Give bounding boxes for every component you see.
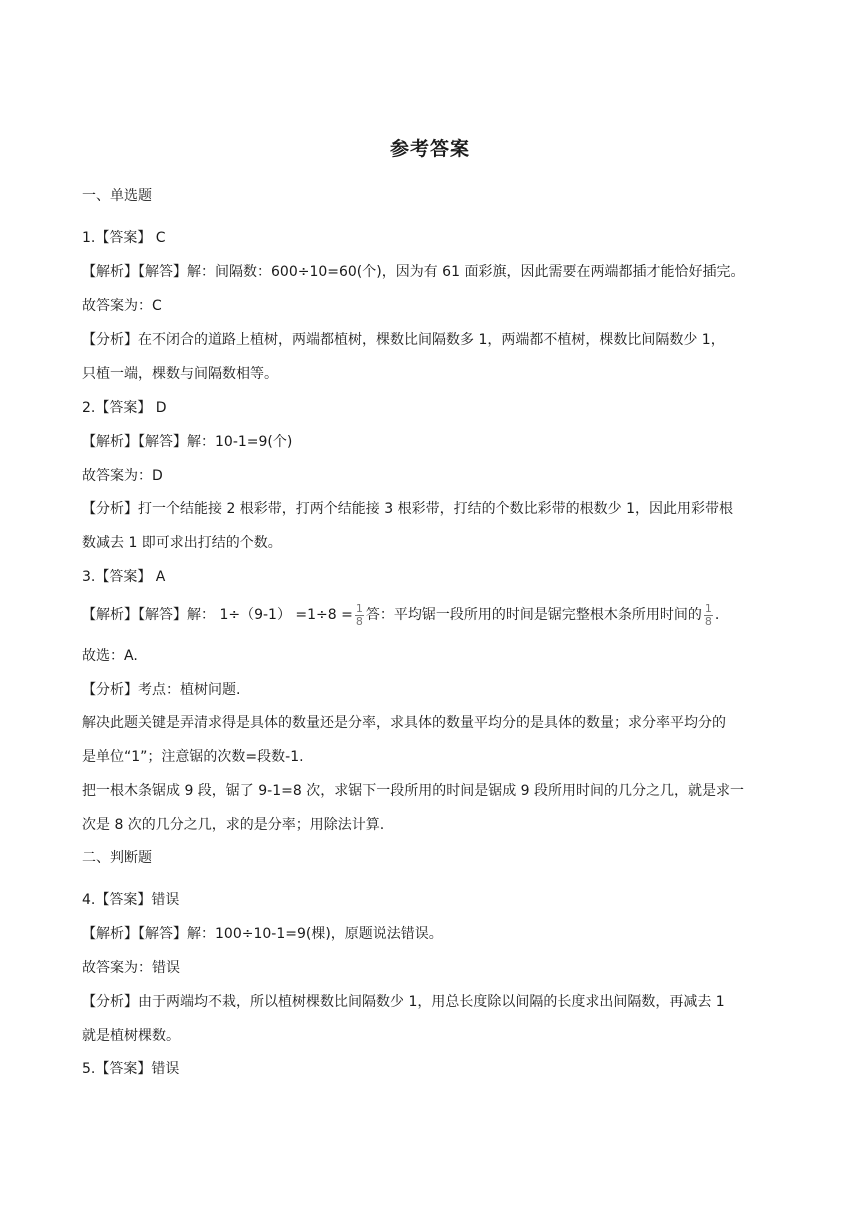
section-heading-true-false: 二、判断题: [82, 850, 152, 866]
q1-fenxi-line-1: 【分析】在不闭合的道路上植树，两端都植树，棵数比间隔数多 1，两端都不植树，棵数比间隔数少 1，: [82, 332, 725, 348]
fraction-one-eighth: [355, 601, 364, 628]
q3-fenxi-line-1: 【分析】考点：植树问题.: [82, 682, 241, 698]
fraction-denominator: 8: [704, 614, 712, 628]
q3-answer: 3.【答案】 A: [82, 569, 166, 585]
q2-fenxi-line-2: 数减去 1 即可求出打结的个数。: [82, 535, 282, 551]
q1-answer: 1.【答案】 C: [82, 230, 166, 246]
q3-fenxi-line-4: 把一根木条锯成 9 段，锯了 9-1=8 次，求锯下一段所用的时间是锯成 9 段所用时间的几分之几，就是求一: [82, 783, 745, 799]
q2-conclusion: 故答案为：D: [82, 468, 163, 484]
q1-analysis: 【解析】【解答】解：间隔数：600÷10=60(个)，因为有 61 面彩旗，因此需要在两端都插才能恰好插完。: [82, 264, 745, 280]
q3-analysis: [82, 601, 719, 629]
q3-fenxi-line-2: 解决此题关键是弄清求得是具体的数量还是分率，求具体的数量平均分的是具体的数量；求分率平均分的: [82, 715, 726, 731]
q1-conclusion: 故答案为：C: [82, 298, 162, 314]
q4-analysis: 【解析】【解答】解：100÷10-1=9(棵)，原题说法错误。: [82, 926, 443, 942]
q3-analysis-middle: 答：平均锯一段所用的时间是锯完整根木条所用时间的: [365, 607, 702, 623]
q3-analysis-end: .: [714, 607, 720, 623]
q4-fenxi-line-1: 【分析】由于两端均不栽，所以植树棵数比间隔数少 1，用总长度除以间隔的长度求出间隔数，再减去 1: [82, 994, 725, 1010]
fraction-numerator: 1: [355, 601, 363, 615]
q4-answer: 4.【答案】错误: [82, 892, 180, 908]
q4-conclusion: 故答案为：错误: [82, 960, 180, 976]
q3-conclusion: 故选：A.: [82, 648, 138, 664]
fraction-one-eighth-2: [704, 601, 713, 628]
q3-analysis-prefix: 【解析】【解答】解： 1÷（9-1） =1÷8 =: [82, 607, 353, 623]
q2-analysis: 【解析】【解答】解：10-1=9(个): [82, 434, 293, 450]
q2-answer: 2.【答案】 D: [82, 400, 167, 416]
q4-fenxi-line-2: 就是植树棵数。: [82, 1028, 180, 1044]
fraction-denominator: 8: [355, 614, 363, 628]
q1-fenxi-line-2: 只植一端，棵数与间隔数相等。: [82, 366, 278, 382]
section-heading-single-choice: 一、单选题: [82, 188, 152, 204]
q2-fenxi-line-1: 【分析】打一个结能接 2 根彩带，打两个结能接 3 根彩带，打结的个数比彩带的根数少 1，因此用彩带根: [82, 501, 733, 517]
q3-fenxi-line-5: 次是 8 次的几分之几，求的是分率；用除法计算.: [82, 817, 385, 833]
q3-fenxi-line-3: 是单位“1”；注意锯的次数=段数-1.: [82, 749, 304, 765]
fraction-numerator: 1: [704, 601, 712, 615]
q5-answer: 5.【答案】错误: [82, 1061, 180, 1077]
page-title: 参考答案: [389, 138, 470, 160]
